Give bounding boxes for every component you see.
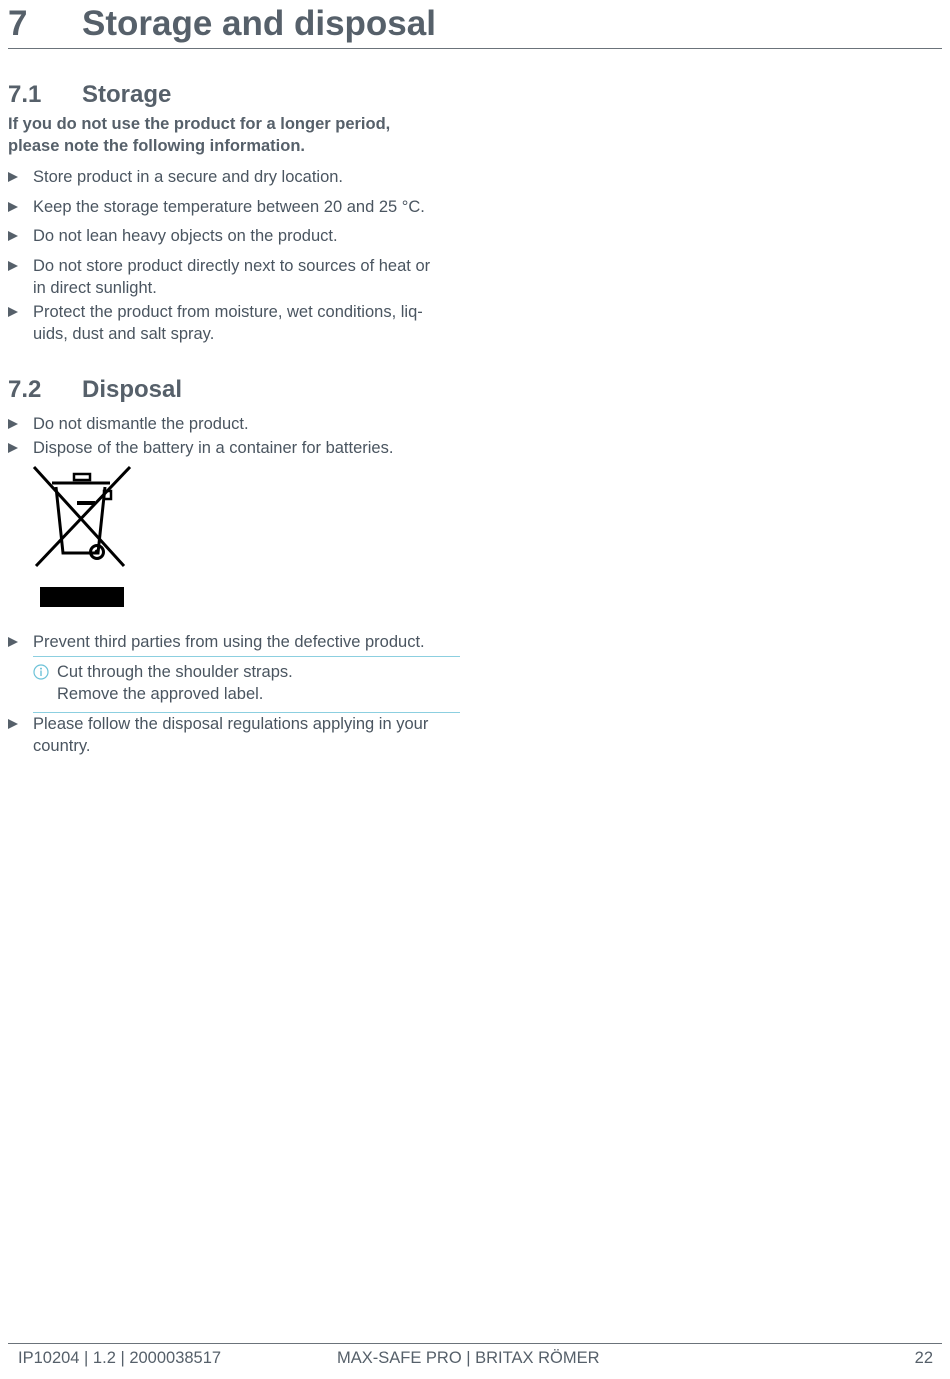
bullet-triangle-icon [8,261,18,271]
bullet-triangle-icon [8,202,18,212]
crossed-out-wheelie-bin-icon [30,463,134,609]
section-number: 7.1 [8,81,42,108]
info-text-line: Cut through the shoulder straps. [57,663,293,681]
bullet-triangle-icon [8,307,18,317]
section-number: 7.2 [8,376,42,403]
storage-intro: If you do not use the product for a longer period, please note the following information. [8,115,391,155]
list-item: Store product in a secure and dry location. [8,167,463,189]
bullet-triangle-icon [8,231,18,241]
bullet-triangle-icon [8,172,18,182]
list-item: Do not lean heavy objects on the product. [8,226,463,248]
bullet-triangle-icon [8,637,18,647]
chapter-title: Storage and disposal [82,4,436,43]
list-item: Dispose of the battery in a container for batteries. [8,438,463,460]
chapter-heading [8,2,942,49]
bullet-triangle-icon [8,719,18,729]
footer-product: MAX-SAFE PRO | BRITAX RÖMER [337,1349,600,1367]
bullet-triangle-icon [8,443,18,453]
footer-doc-id: IP10204 | 1.2 | 2000038517 [18,1349,222,1367]
section-title: Disposal [82,376,183,403]
page-footer [8,1343,942,1379]
bullet-triangle-icon [8,419,18,429]
list-item: Do not store product directly next to sources of heat or in direct sunlight. [8,256,463,300]
list-item: Do not dismantle the product. [8,414,463,436]
page-number: 22 [914,1349,933,1367]
list-item: Protect the product from moisture, wet conditions, liq- uids, dust and salt spray. [8,302,463,346]
list-item: Prevent third parties from using the defective product. [8,632,463,654]
section-title: Storage [82,81,172,108]
info-note [33,656,460,713]
section-heading-storage [8,80,468,110]
list-item: Keep the storage temperature between 20 and 25 °C. [8,197,463,219]
info-text-line: Remove the approved label. [57,685,264,703]
list-item: Please follow the disposal regulations applying in your country. [8,714,463,758]
chapter-number: 7 [8,4,28,43]
section-heading-disposal [8,375,468,405]
info-icon [33,664,49,680]
